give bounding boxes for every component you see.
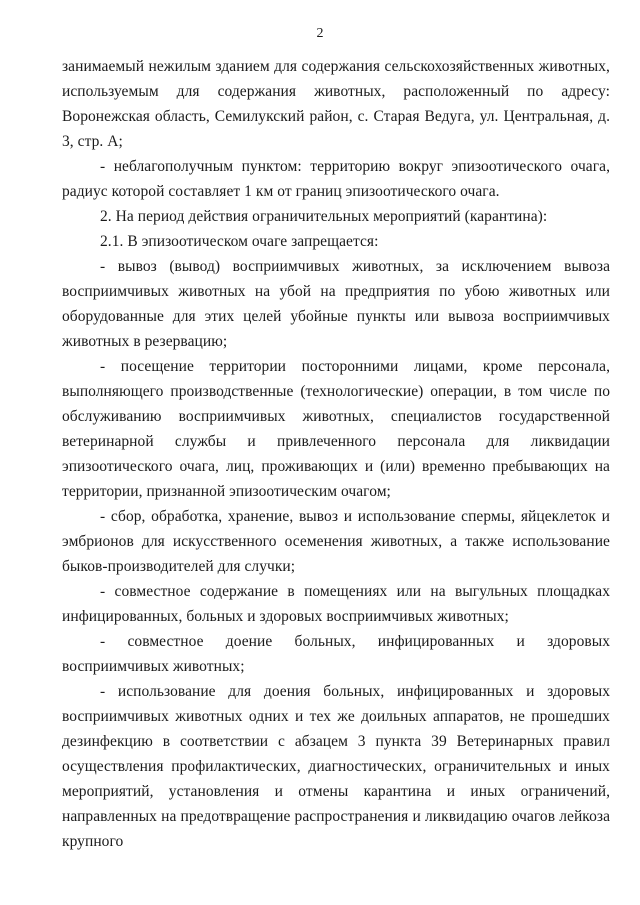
paragraph-ban-animal-removal: - вывоз (вывод) восприимчивых животных, за исключением вывоза восприимчивых животных на убой на предприятия по убою животных или оборудованные для этих целей убойные пункты или вывоза восприимчивых животных в резервацию;	[62, 258, 610, 350]
page-number: 2	[316, 26, 324, 41]
paragraph-section-2-1-heading: 2.1. В эпизоотическом очаге запрещается:	[100, 233, 379, 250]
paragraph-ban-shared-milking-equipment: - использование для доения больных, инфицированных и здоровых восприимчивых животных одних и тех же доильных аппаратов, не прошедших дезинфекцию в соответствии с абзацем 3 пункта 39 Ветеринарных правил осуществления профилактических, диагностических, ограничительных и иных мероприятий, установления и отмены карантина и иных ограничений, направленных на предотвращение распространения и ликвидацию очагов лейкоза крупного	[62, 683, 610, 850]
paragraph-building-description: занимаемый нежилым зданием для содержания сельскохозяйственных животных, используемым для содержания животных, расположенный по адресу: Воронежская область, Семилукский район, с. Старая Ведуга, ул. Центральная, д. 3, стр. А;	[62, 58, 610, 150]
paragraph-section-2-heading: 2. На период действия ограничительных мероприятий (карантина):	[100, 208, 548, 225]
paragraph-ban-sperm-collection: - сбор, обработка, хранение, вывоз и использование спермы, яйцеклеток и эмбрионов для искусственного осеменения животных, а также использование быков-производителей для случки;	[62, 508, 610, 575]
paragraph-unfavorable-point: - неблагополучным пунктом: территорию вокруг эпизоотического очага, радиус которой составляет 1 км от границ эпизоотического очага.	[62, 158, 610, 200]
paragraph-ban-joint-keeping: - совместное содержание в помещениях или на выгульных площадках инфицированных, больных и здоровых восприимчивых животных;	[62, 583, 610, 625]
paragraph-ban-visits: - посещение территории посторонними лицами, кроме персонала, выполняющего производственные (технологические) операции, в том числе по обслуживанию восприимчивых животных, специалистов государственной ветеринарной службы и привлеченного персонала для ликвидации эпизоотического очага, лиц, проживающих и (или) временно пребывающих на территории, признанной эпизоотическим очагом;	[62, 358, 610, 500]
paragraph-ban-joint-milking: - совместное доение больных, инфицированных и здоровых восприимчивых животных;	[62, 633, 610, 675]
document-body	[62, 54, 610, 854]
